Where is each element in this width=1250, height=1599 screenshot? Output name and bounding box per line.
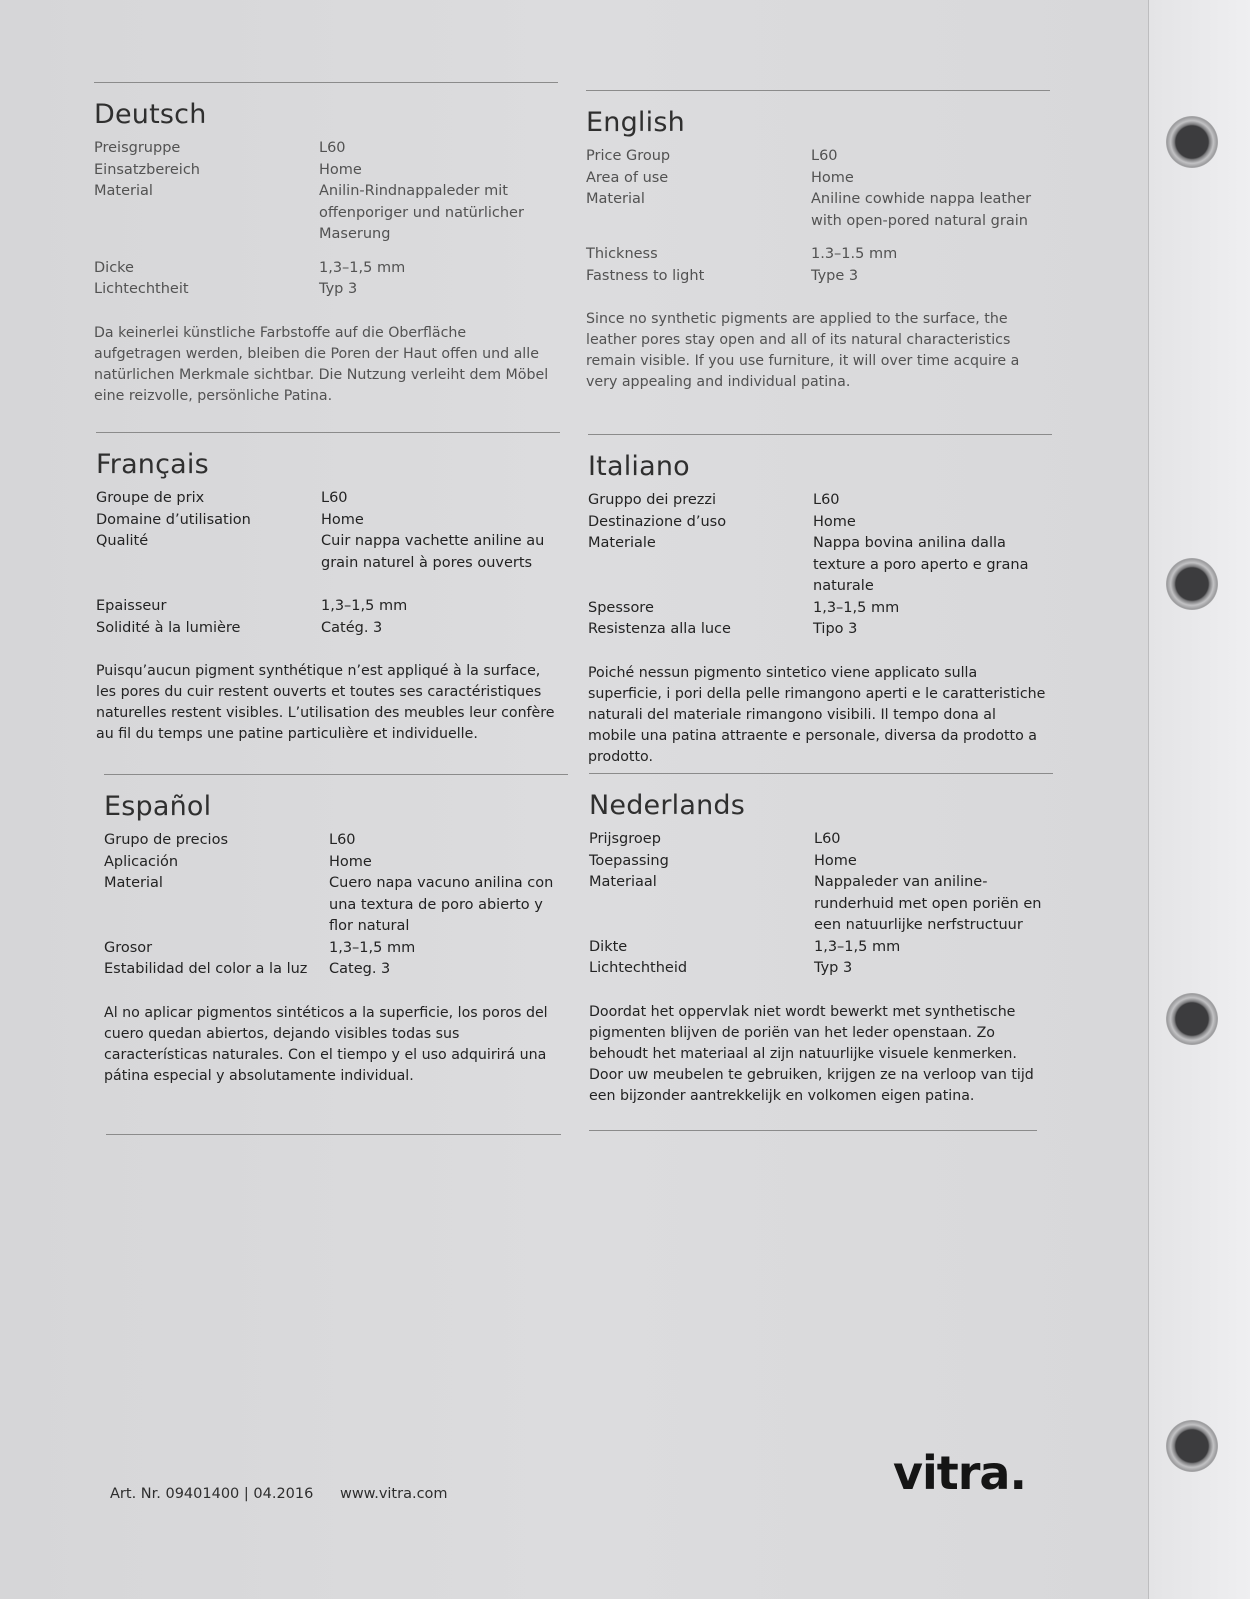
spec-row-light-fastness — [96, 618, 560, 640]
section-description: Doordat het oppervlak niet wordt bewerkt met synthetische pigmenten blijven de poriën van het leder openstaan. Zo behoudt het materiaal al zijn natuurlijke visuele kenmerken. Door uw meubelen te gebruiken, krijgen ze na verloop van tijd een bijzonder aantrekkelijk en volkomen eigen patina. — [589, 1003, 1034, 1104]
spec-value: 1,3–1,5 mm — [329, 939, 416, 956]
spec-row-thickness — [589, 937, 1053, 959]
section-rule — [589, 773, 1053, 774]
spec-label: Destinazione d’uso — [588, 513, 727, 530]
spec-label: Fastness to light — [586, 267, 705, 284]
spec-row-thickness — [104, 938, 568, 960]
spec-row-area-of-use — [588, 512, 1052, 534]
spec-row-thickness — [96, 596, 560, 618]
spec-row-light-fastness — [586, 266, 1050, 288]
footer — [110, 1486, 470, 1502]
spec-value: L60 — [319, 140, 346, 156]
section-description: Da keinerlei künstliche Farbstoffe auf die Oberfläche aufgetragen werden, bleiben die Poren der Haut offen und alle natürlichen Merkmale sichtbar. Die Nutzung verleiht dem Möbel eine reizvolle, persönliche Patina. — [94, 324, 549, 404]
spec-row-material — [96, 531, 560, 574]
spec-value: 1,3–1,5 mm — [319, 259, 406, 276]
spec-value: Home — [329, 853, 372, 870]
spec-label: Price Group — [586, 148, 671, 164]
spec-row-area-of-use — [96, 510, 560, 532]
section-deutsch — [94, 82, 558, 407]
section-description: Puisqu’aucun pigment synthétique n’est appliqué à la surface, les pores du cuir restent ouverts et toutes ses caractéristiques naturelles restent visibles. L’utilisation des meubles leur confère au fil du temps une patine particulière et individuelle. — [96, 663, 555, 742]
spec-row-thickness — [94, 258, 558, 280]
spec-label: Thickness — [586, 246, 658, 262]
closing-rule — [589, 1130, 1037, 1131]
spec-value: L60 — [329, 832, 356, 848]
spec-row-thickness — [588, 598, 1052, 620]
spec-label: Epaisseur — [96, 598, 167, 614]
spec-value: Home — [811, 169, 854, 186]
spec-row-light-fastness — [94, 279, 558, 301]
spec-label: Area of use — [586, 169, 669, 186]
closing-rule — [106, 1134, 561, 1135]
section-italiano — [588, 434, 1052, 768]
spec-label: Lichtechtheit — [94, 281, 189, 297]
spec-row-material — [104, 873, 568, 938]
section-nederlands — [589, 773, 1053, 1107]
spec-value: Tipo 3 — [813, 621, 858, 637]
spec-value: Typ 3 — [814, 960, 853, 976]
spec-label: Toepassing — [589, 852, 669, 869]
spec-label: Material — [104, 875, 163, 891]
spec-value: 1,3–1,5 mm — [814, 938, 901, 955]
spec-label: Aplicación — [104, 853, 179, 870]
spec-value: Catég. 3 — [321, 619, 383, 636]
spec-value: Home — [813, 513, 856, 530]
spec-value: Categ. 3 — [329, 961, 391, 977]
spec-label: Spessore — [588, 599, 654, 616]
spec-label: Grupo de precios — [104, 832, 229, 848]
spec-row-price-group — [94, 138, 558, 160]
spec-label: Prijsgroep — [589, 831, 661, 847]
section-description: Since no synthetic pigments are applied to the surface, the leather pores stay open and all of its natural characteristics remain visible. If you use furniture, it will over time acquire a very appealing and individual patina. — [586, 311, 1020, 390]
section-title: Deutsch — [94, 99, 207, 130]
spec-row-area-of-use — [104, 852, 568, 874]
vitra-logo: vitra. — [893, 1446, 1026, 1500]
spec-value: L60 — [814, 831, 841, 847]
spec-value: Home — [321, 511, 364, 528]
binder-hole — [1166, 116, 1218, 168]
spec-label: Material — [94, 183, 153, 199]
section-rule — [586, 90, 1050, 91]
spec-row-material — [589, 872, 1053, 937]
spec-label: Materiale — [588, 535, 656, 551]
spec-row-price-group — [586, 146, 1050, 168]
binder-hole — [1166, 1420, 1218, 1472]
spec-value: Cuir nappa vachette aniline au grain naturel à pores ouverts — [321, 533, 545, 571]
spec-value: Type 3 — [811, 267, 859, 284]
spec-row-area-of-use — [94, 160, 558, 182]
website-link[interactable]: www.vitra.com — [339, 1486, 448, 1502]
spec-label: Preisgruppe — [94, 140, 181, 156]
spec-value: 1.3–1.5 mm — [811, 246, 898, 262]
spec-label: Estabilidad del color a la luz — [104, 961, 308, 977]
spec-label: Gruppo dei prezzi — [588, 492, 717, 508]
section-title: Français — [96, 449, 209, 480]
spec-value: Anilin-Rindnappaleder mit offenporiger und natürlicher Maserung — [319, 183, 524, 242]
spec-label: Grosor — [104, 939, 153, 956]
spec-row-price-group — [96, 488, 560, 510]
spec-row-area-of-use — [586, 168, 1050, 190]
spec-value: L60 — [811, 148, 838, 164]
section-rule — [96, 432, 560, 433]
section-rule — [588, 434, 1052, 435]
spec-label: Domaine d’utilisation — [96, 511, 251, 528]
spec-label: Qualité — [96, 533, 149, 549]
spec-row-thickness — [586, 244, 1050, 266]
section-rule — [104, 774, 568, 775]
spec-row-price-group — [589, 829, 1053, 851]
spec-value: Cuero napa vacuno anilina con una textura de poro abierto y flor natural — [329, 875, 554, 934]
spec-value: L60 — [813, 492, 840, 508]
spec-label: Resistenza alla luce — [588, 621, 731, 637]
spec-value: Home — [814, 852, 857, 869]
section-rule — [94, 82, 558, 83]
section-title: Español — [104, 791, 212, 822]
spec-label: Lichtechtheid — [589, 960, 688, 976]
spec-value: Nappa bovina anilina dalla texture a poro aperto e grana naturale — [813, 535, 1029, 594]
binder-hole — [1166, 993, 1218, 1045]
section-english — [586, 90, 1050, 393]
spec-value: 1,3–1,5 mm — [813, 599, 900, 616]
spec-label: Material — [586, 191, 645, 207]
spec-row-light-fastness — [104, 959, 568, 981]
spec-value: L60 — [321, 490, 348, 506]
section-description: Poiché nessun pigmento sintetico viene applicato sulla superficie, i pori della pelle rimangono aperti e le caratteristiche naturali del materiale rimangono visibili. Il tempo dona al mobile una patina attraente e personale, diversa da prodotto a prodotto. — [588, 664, 1046, 765]
spec-value: Home — [319, 161, 362, 178]
spec-row-material — [586, 189, 1050, 232]
spec-label: Dicke — [94, 259, 134, 276]
spec-value: 1,3–1,5 mm — [321, 598, 408, 614]
section-francais — [96, 432, 560, 745]
section-title: Italiano — [588, 451, 690, 482]
spec-row-area-of-use — [589, 851, 1053, 873]
spec-row-price-group — [588, 490, 1052, 512]
spec-value: Aniline cowhide nappa leather with open-pored natural grain — [811, 191, 1032, 229]
spec-row-material — [588, 533, 1052, 598]
section-espanol — [104, 774, 568, 1087]
spec-label: Dikte — [589, 938, 628, 955]
spec-label: Solidité à la lumière — [96, 619, 241, 636]
spec-value: Typ 3 — [319, 281, 358, 297]
binder-hole — [1166, 558, 1218, 610]
spec-label: Materiaal — [589, 874, 657, 890]
section-title: Nederlands — [589, 790, 746, 821]
spec-row-light-fastness — [589, 958, 1053, 980]
section-title: English — [586, 107, 685, 138]
spec-row-price-group — [104, 830, 568, 852]
article-number: Art. Nr. 09401400 | 04.2016 — [110, 1486, 314, 1502]
binder-edge — [1148, 0, 1250, 1599]
spec-row-light-fastness — [588, 619, 1052, 641]
spec-label: Groupe de prix — [96, 490, 205, 506]
spec-value: Nappaleder van aniline-runderhuid met open poriën en een natuurlijke nerfstructuur — [814, 874, 1042, 933]
spec-label: Einsatzbereich — [94, 161, 200, 178]
spec-row-material — [94, 181, 558, 246]
section-description: Al no aplicar pigmentos sintéticos a la superficie, los poros del cuero quedan abiertos, dejando visibles todas sus características naturales. Con el tiempo y el uso adquirirá una pátina especial y absolutamente individual. — [104, 1004, 548, 1084]
